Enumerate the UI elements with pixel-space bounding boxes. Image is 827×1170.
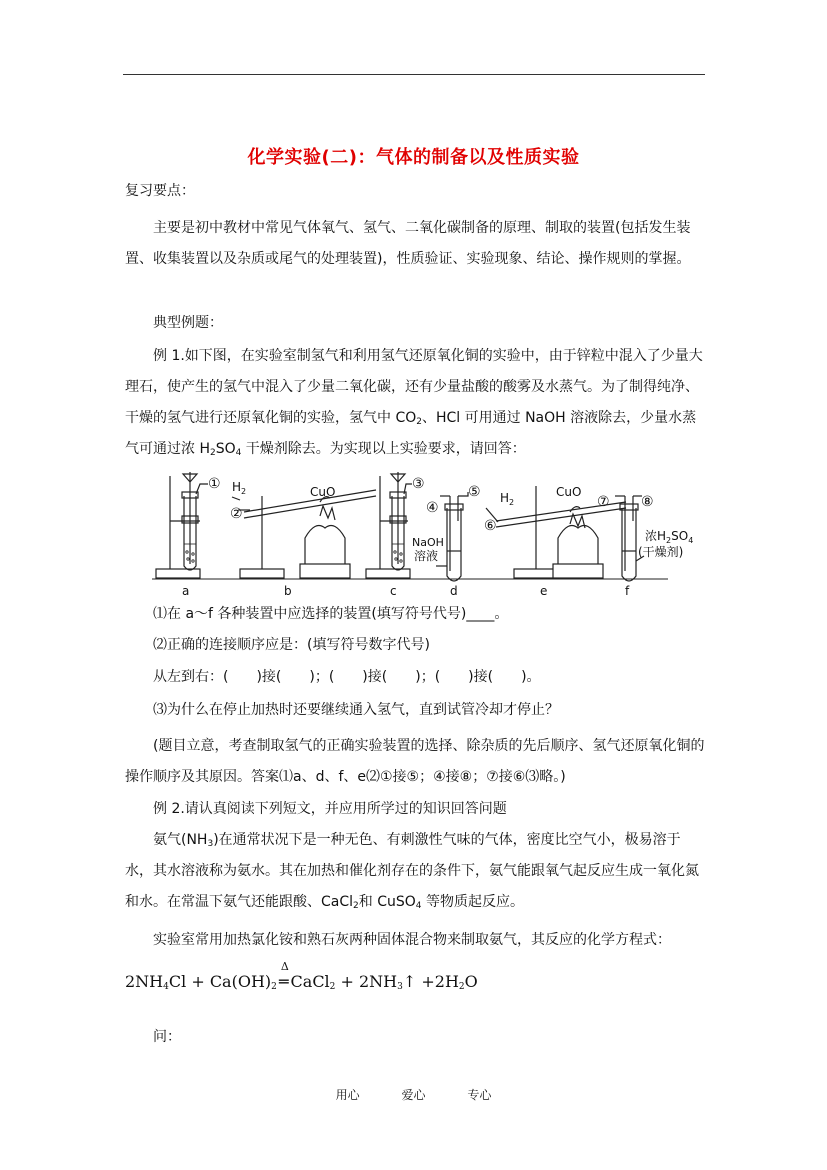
h2-label-b: $H_2$ xyxy=(232,480,247,496)
header-rule xyxy=(123,74,705,75)
port-1: ① xyxy=(208,476,221,492)
acid-label-2: (干燥剂) xyxy=(638,545,684,559)
question-1: ⑴在 a～f 各种装置中应选择的装置(填写符号代号)____。 xyxy=(153,606,509,622)
page-footer xyxy=(0,1086,827,1103)
apparatus-letter-a: a xyxy=(182,584,190,598)
port-7: ⑦ xyxy=(597,494,610,510)
page-title: 化学实验(二)：气体的制备以及性质实验 xyxy=(247,147,580,168)
example2-paragraph-1: 氨气$(NH_3)$在通常状况下是一种无色、有刺激性气味的气体，密度比空气小，极易溶于水，其水溶液称为氨水。其在加热和催化剂存在的条件下，氨气能跟氧气起反应生成一氧化氮和水。在常温下氨气还能跟酸、CaCl$_2$和 CuSO$_4$ 等物质起反应。 xyxy=(125,832,699,911)
review-paragraph: 主要是初中教材中常见气体氧气、氢气、二氧化碳制备的原理、制取的装置(包括发生装置、收集装置以及杂质或尾气的处理装置)，性质验证、实验现象、结论、操作规则的掌握。 xyxy=(125,220,691,267)
review-heading: 复习要点： xyxy=(125,183,195,199)
cuo-label-e: CuO xyxy=(556,485,582,499)
apparatus-letter-d: d xyxy=(450,584,458,598)
naoh-label-2: 溶液 xyxy=(414,549,439,563)
question-2-blanks: 从左到右：( )接( )；( )接( )；( )接( )。 xyxy=(153,669,541,685)
port-4: ④ xyxy=(426,500,439,516)
port-8: ⑧ xyxy=(641,494,654,510)
example2-intro: 例 2.请认真阅读下列短文，并应用所学过的知识回答问题 xyxy=(153,801,507,817)
footer-word-3: 专心 xyxy=(467,1088,492,1102)
question-3: ⑶为什么在停止加热时还要继续通入氢气，直到试管冷却才停止？ xyxy=(153,702,559,718)
port-2: ② xyxy=(230,506,243,522)
delta-symbol: Δ xyxy=(280,960,289,973)
question-2: ⑵正确的连接顺序应是：(填写符号数字代号) xyxy=(153,637,430,653)
apparatus-letter-f: f xyxy=(625,584,630,598)
naoh-label-1: NaOH xyxy=(412,536,444,549)
apparatus-letter-b: b xyxy=(284,584,292,598)
examples-heading: 典型例题： xyxy=(153,315,223,331)
apparatus-letter-e: e xyxy=(540,584,548,598)
footer-word-1: 用心 xyxy=(335,1088,360,1102)
example2-question-label: 问： xyxy=(153,1029,181,1045)
h2-label-e: $H_2$ xyxy=(500,491,515,507)
equals-sign: ═ xyxy=(278,972,289,991)
apparatus-figure xyxy=(150,466,694,600)
cuo-label-b: CuO xyxy=(310,485,336,499)
gas-up-arrow: ↑ xyxy=(402,972,417,991)
port-5: ⑤ xyxy=(468,484,481,500)
footer-word-2: 爱心 xyxy=(401,1088,426,1102)
acid-label-1: 浓$H_2SO_4$ xyxy=(645,529,694,545)
example1-intro: 例 1.如下图，在实验室制氢气和利用氢气还原氧化铜的实验中，由于锌粒中混入了少量大理石，使产生的氢气中混入了少量二氧化碳，还有少量盐酸的酸雾及水蒸气。为了制得纯净、干燥的氢气进行还原氧化铜的实验，氢气中 $CO_2$、HCl 可用通过 NaOH 溶液除去，少量水蒸气可通过浓 $H_2SO_4$ 干燥剂除去。为实现以上实验要求，请回答： xyxy=(125,348,703,458)
example2-paragraph-2: 实验室常用加热氯化铵和熟石灰两种固体混合物来制取氨气，其反应的化学方程式： xyxy=(153,932,671,948)
port-3: ③ xyxy=(412,476,425,492)
apparatus-letter-c: c xyxy=(390,584,397,598)
port-6: ⑥ xyxy=(484,518,497,534)
chemical-equation: $2NH_4Cl + Ca(OH)_2$ Δ ═ CaCl$_2$ + $2NH_3↑ +2H_2O$ xyxy=(125,960,478,992)
example1-answer: (题目立意，考查制取氢气的正确实验装置的选择、除杂质的先后顺序、氢气还原氧化铜的操作顺序及其原因。答案⑴a、d、f、e⑵①接⑤；④接⑧；⑦接⑥⑶略。) xyxy=(125,738,705,785)
